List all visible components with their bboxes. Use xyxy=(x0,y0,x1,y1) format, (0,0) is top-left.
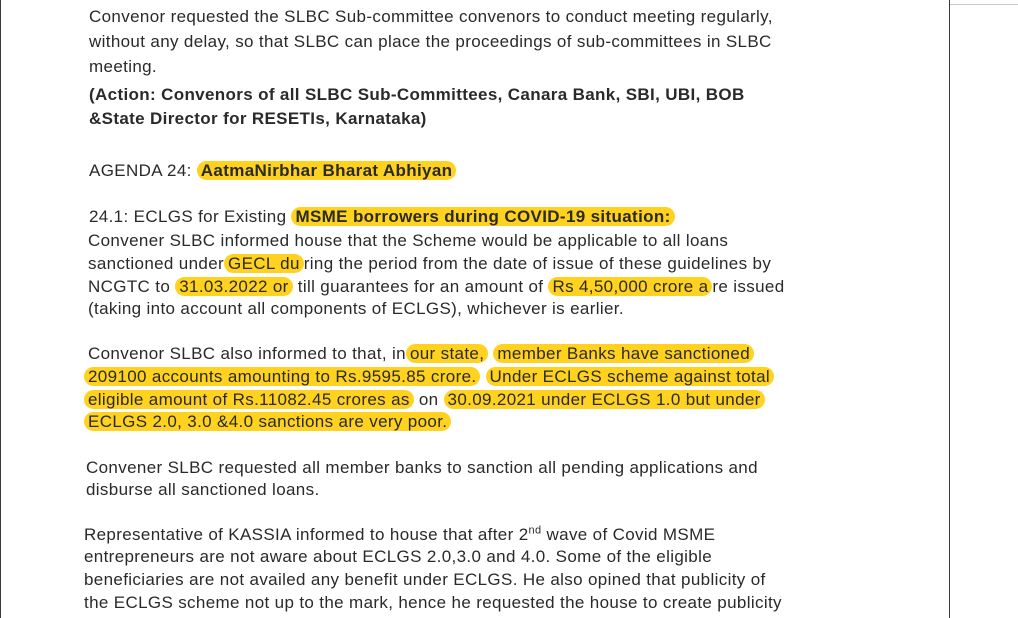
superscript: nd xyxy=(528,524,542,537)
text-line: meeting. xyxy=(89,57,158,76)
agenda-number: AGENDA 24: xyxy=(89,161,192,180)
text-span: till guarantees for an amount of xyxy=(297,277,544,296)
right-page-border xyxy=(949,0,950,618)
text-line xyxy=(88,276,785,298)
highlight-accounts: 209100 accounts amounting to Rs.9595.85 crore. xyxy=(84,367,480,386)
text-line xyxy=(84,524,715,546)
text-line: entrepreneurs are not aware about ECLGS 2.0,3.0 and 4.0. Some of the eligible xyxy=(84,547,713,566)
highlight-our-state: our state, xyxy=(406,344,488,363)
text-span: ring the period from the date of issue of these guidelines by xyxy=(303,254,772,273)
text-span: NCGTC to xyxy=(88,277,171,296)
text-line: Convener SLBC informed house that the Scheme would be applicable to all loans xyxy=(88,231,729,250)
text-line: without any delay, so that SLBC can place the proceedings of sub-committees in SLBC xyxy=(89,32,772,51)
text-span: wave of Covid MSME xyxy=(546,525,716,544)
highlight-sanctions-poor: ECLGS 2.0, 3.0 &4.0 sanctions are very poor. xyxy=(84,412,451,431)
highlight-gecl: GECL du xyxy=(224,254,304,273)
text-line: Convenor requested the SLBC Sub-committee convenors to conduct meeting regularly, xyxy=(89,7,773,26)
section-title-highlight: MSME borrowers during COVID-19 situation: xyxy=(291,207,674,226)
text-span: Convenor SLBC also informed to that, in xyxy=(88,344,406,363)
action-line: (Action: Convenors of all SLBC Sub-Committees, Canara Bank, SBI, UBI, BOB xyxy=(89,85,745,104)
text-line: disburse all sanctioned loans. xyxy=(86,480,320,499)
highlight-eligible-amount: eligible amount of Rs.11082.45 crores as xyxy=(84,390,414,409)
text-line xyxy=(84,411,451,433)
action-line: &State Director for RESETIs, Karnataka) xyxy=(89,109,427,128)
text-line xyxy=(88,343,754,365)
highlight-date: 31.03.2022 or xyxy=(175,277,292,296)
text-line xyxy=(84,366,774,388)
text-span: Representative of KASSIA informed to house that after 2 xyxy=(84,525,529,544)
text-span: sanctioned under xyxy=(88,254,225,273)
highlight-member-banks: member Banks have sanctioned xyxy=(493,344,754,363)
agenda-heading xyxy=(89,160,456,182)
top-edge-line xyxy=(950,4,1018,5)
highlight-eclgs-scheme: Under ECLGS scheme against total xyxy=(486,367,775,386)
text-line: the ECLGS scheme not up to the mark, hence he requested the house to create publicity xyxy=(84,593,782,612)
text-line: Convener SLBC requested all member banks to sanction all pending applications and xyxy=(86,458,758,477)
section-heading xyxy=(89,206,675,228)
text-line: beneficiaries are not availed any benefit under ECLGS. He also opined that publicity of xyxy=(84,570,766,589)
text-line xyxy=(84,389,765,411)
agenda-title-highlight: AatmaNirbhar Bharat Abhiyan xyxy=(197,161,457,180)
section-number-text: 24.1: ECLGS for Existing xyxy=(89,207,287,226)
text-span: on xyxy=(418,390,439,409)
left-page-border xyxy=(0,0,1,618)
text-line xyxy=(88,253,771,275)
highlight-date-eclgs: 30.09.2021 under ECLGS 1.0 but under xyxy=(444,390,765,409)
highlight-amount: Rs 4,50,000 crore a xyxy=(548,277,712,296)
text-line: (taking into account all components of ECLGS), whichever is earlier. xyxy=(88,299,624,318)
text-span: re issued xyxy=(712,277,785,296)
